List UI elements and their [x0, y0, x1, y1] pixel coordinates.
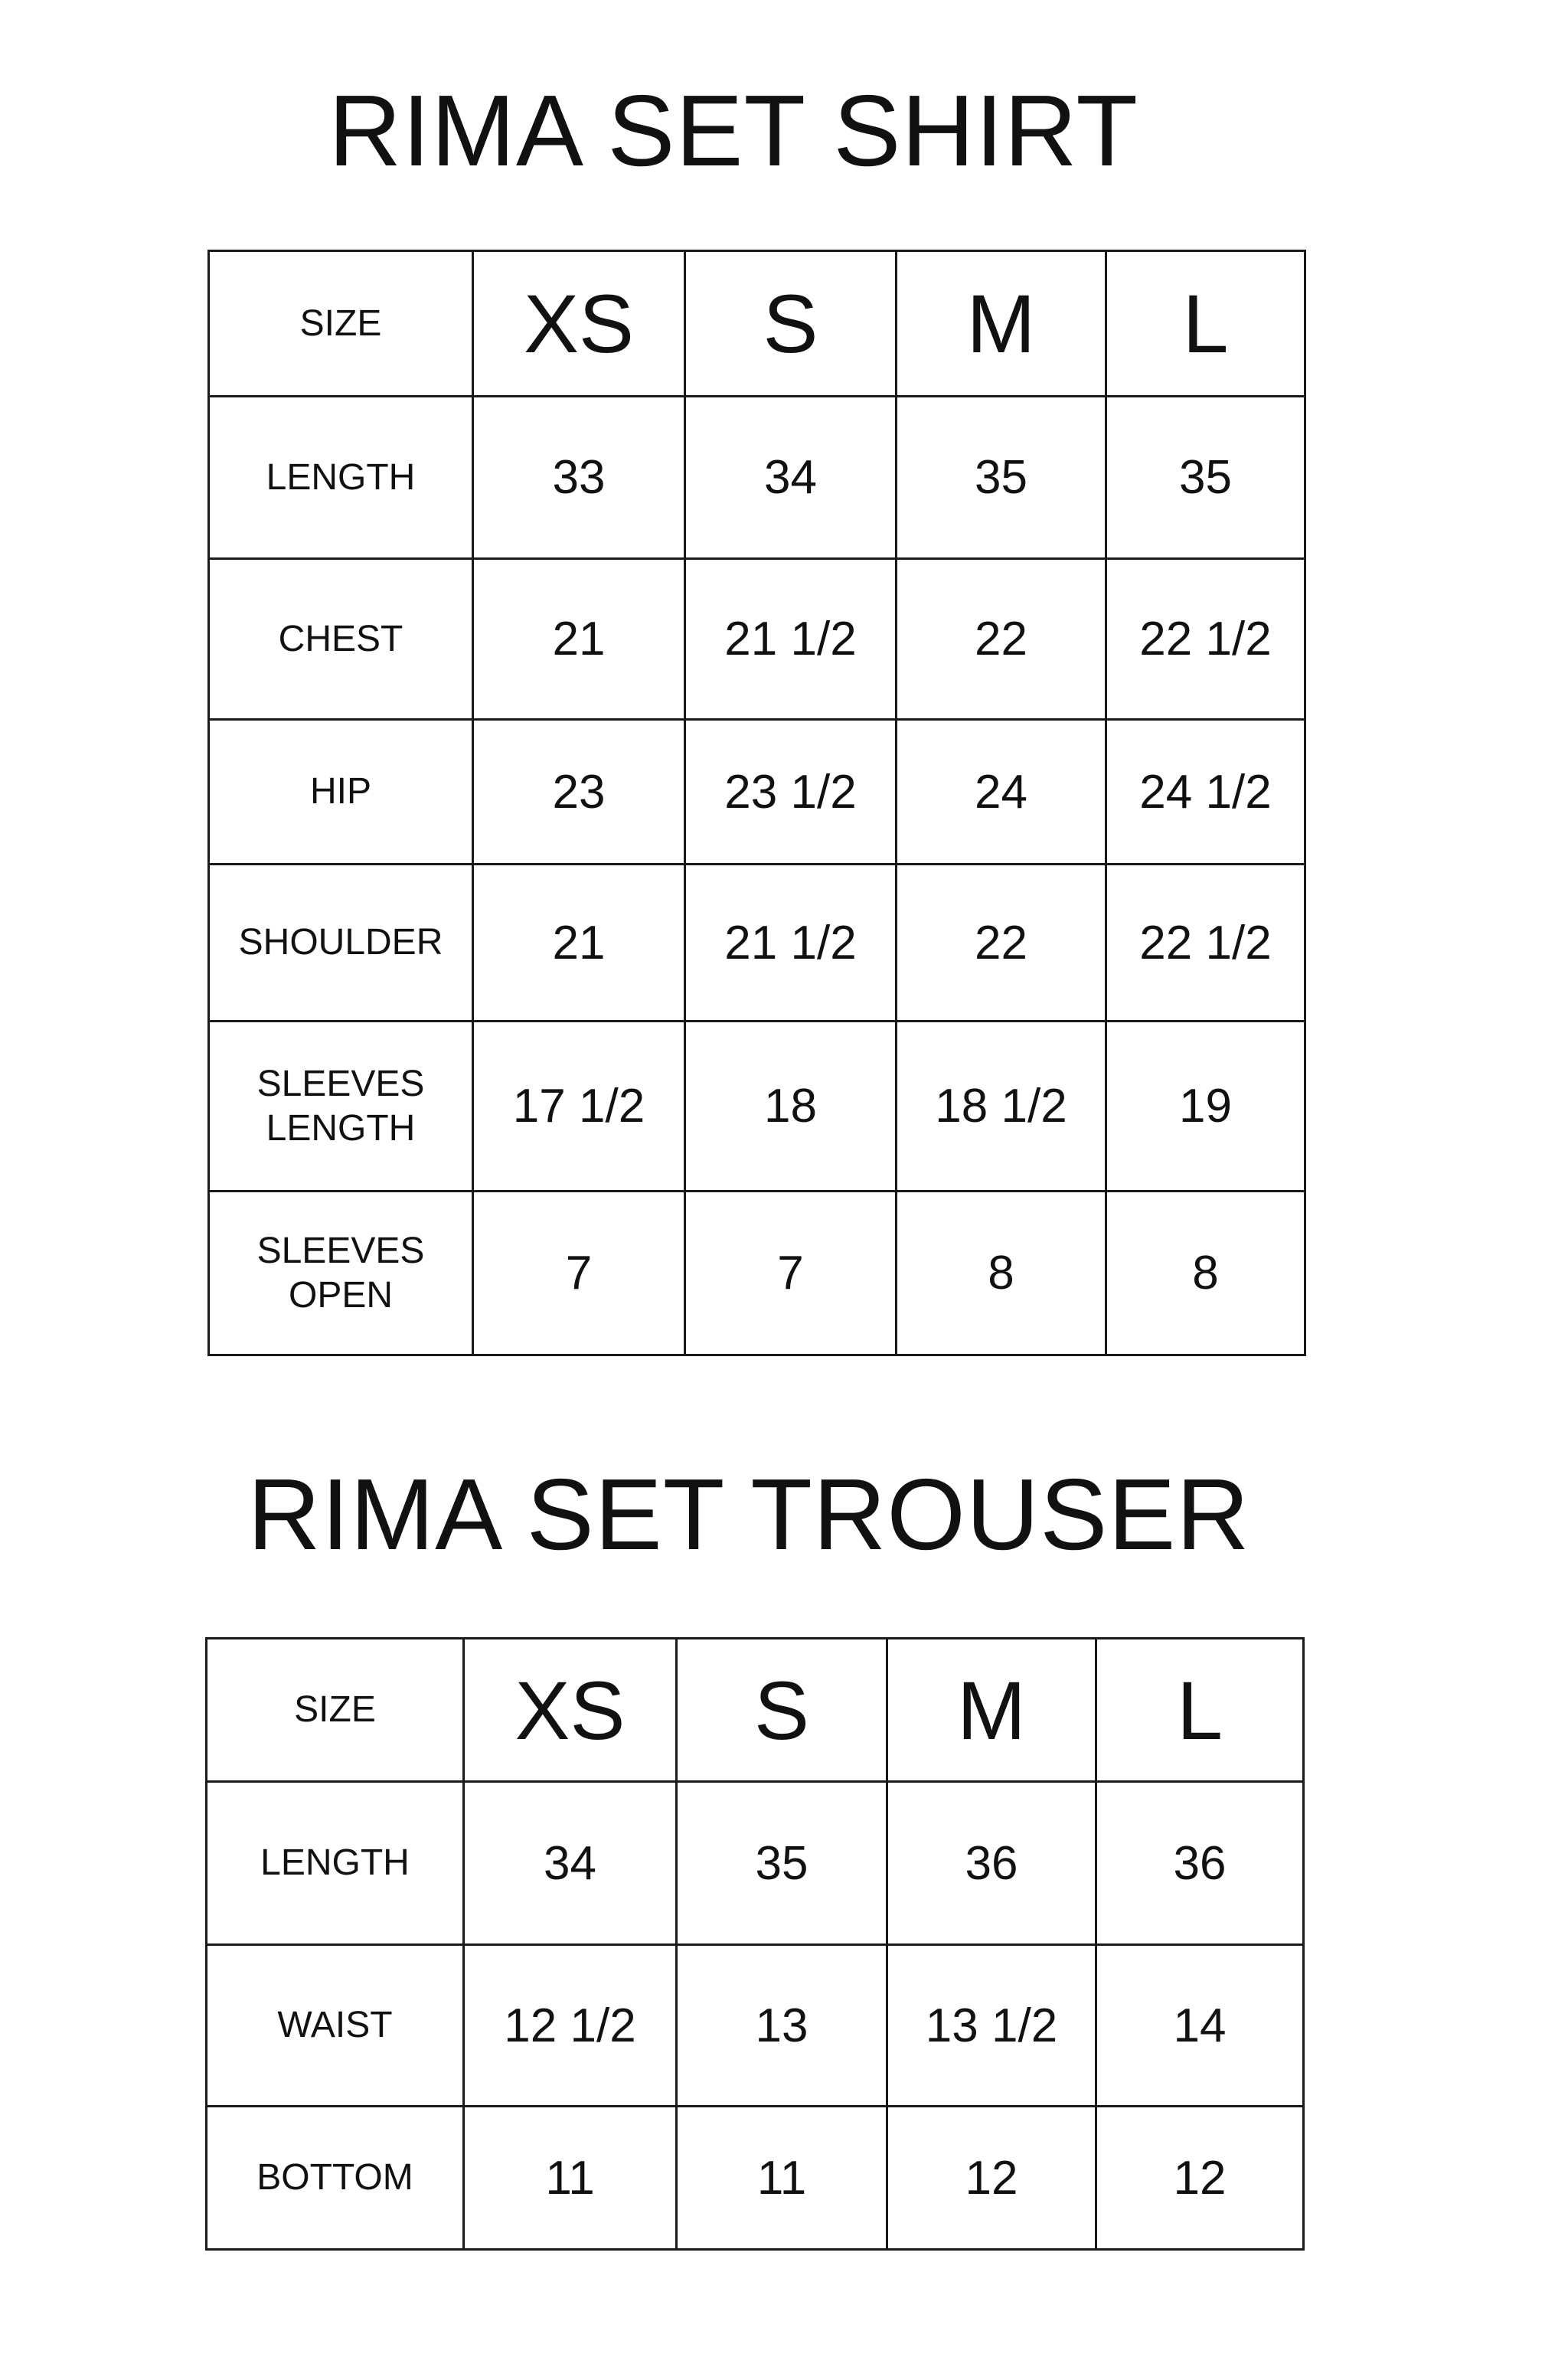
table-row	[209, 865, 1305, 1022]
measurement-value: 19	[1106, 1022, 1305, 1192]
measurement-value: 22 1/2	[1106, 865, 1305, 1022]
size-label: SIZE	[209, 251, 473, 397]
table-row	[207, 1945, 1304, 2107]
size-header-row	[207, 1639, 1304, 1782]
measurement-value: 8	[1106, 1192, 1305, 1355]
size-m-header: M	[887, 1639, 1096, 1782]
measurement-label: LENGTH	[209, 397, 473, 559]
size-s-header: S	[685, 251, 897, 397]
table-row	[207, 2107, 1304, 2250]
measurement-value: 33	[473, 397, 685, 559]
measurement-value: 24	[897, 720, 1106, 865]
measurement-label: SLEEVES OPEN	[209, 1192, 473, 1355]
measurement-value: 12	[1096, 2107, 1304, 2250]
measurement-value: 34	[464, 1782, 677, 1945]
measurement-label: BOTTOM	[207, 2107, 464, 2250]
table-row	[209, 720, 1305, 865]
table-row	[209, 1192, 1305, 1355]
shirt-chart-title: RIMA SET SHIRT	[328, 74, 1138, 187]
measurement-value: 23 1/2	[685, 720, 897, 865]
measurement-label: LENGTH	[207, 1782, 464, 1945]
measurement-value: 21 1/2	[685, 559, 897, 720]
table-row	[209, 559, 1305, 720]
measurement-value: 24 1/2	[1106, 720, 1305, 865]
measurement-value: 7	[473, 1192, 685, 1355]
size-m-header: M	[897, 251, 1106, 397]
measurement-value: 7	[685, 1192, 897, 1355]
measurement-label: SHOULDER	[209, 865, 473, 1022]
measurement-value: 21	[473, 865, 685, 1022]
size-label: SIZE	[207, 1639, 464, 1782]
measurement-value: 8	[897, 1192, 1106, 1355]
table-row	[207, 1782, 1304, 1945]
measurement-value: 17 1/2	[473, 1022, 685, 1192]
table-row	[209, 397, 1305, 559]
size-s-header: S	[677, 1639, 887, 1782]
measurement-value: 23	[473, 720, 685, 865]
shirt-size-table	[207, 250, 1306, 1356]
size-l-header: L	[1096, 1639, 1304, 1782]
measurement-value: 22 1/2	[1106, 559, 1305, 720]
measurement-value: 13	[677, 1945, 887, 2107]
trouser-size-table	[205, 1637, 1305, 2251]
measurement-value: 12 1/2	[464, 1945, 677, 2107]
measurement-label: SLEEVES LENGTH	[209, 1022, 473, 1192]
measurement-value: 35	[677, 1782, 887, 1945]
measurement-value: 21	[473, 559, 685, 720]
measurement-value: 21 1/2	[685, 865, 897, 1022]
measurement-value: 22	[897, 865, 1106, 1022]
table-row	[209, 1022, 1305, 1192]
measurement-label: HIP	[209, 720, 473, 865]
measurement-label: WAIST	[207, 1945, 464, 2107]
measurement-value: 35	[1106, 397, 1305, 559]
measurement-value: 11	[677, 2107, 887, 2250]
measurement-label: CHEST	[209, 559, 473, 720]
measurement-value: 36	[887, 1782, 1096, 1945]
size-header-row	[209, 251, 1305, 397]
measurement-value: 14	[1096, 1945, 1304, 2107]
measurement-value: 18	[685, 1022, 897, 1192]
trouser-chart-title: RIMA SET TROUSER	[247, 1458, 1250, 1571]
size-xs-header: XS	[473, 251, 685, 397]
measurement-value: 13 1/2	[887, 1945, 1096, 2107]
size-l-header: L	[1106, 251, 1305, 397]
measurement-value: 22	[897, 559, 1106, 720]
measurement-value: 36	[1096, 1782, 1304, 1945]
size-xs-header: XS	[464, 1639, 677, 1782]
measurement-value: 12	[887, 2107, 1096, 2250]
measurement-value: 34	[685, 397, 897, 559]
measurement-value: 11	[464, 2107, 677, 2250]
measurement-value: 35	[897, 397, 1106, 559]
measurement-value: 18 1/2	[897, 1022, 1106, 1192]
